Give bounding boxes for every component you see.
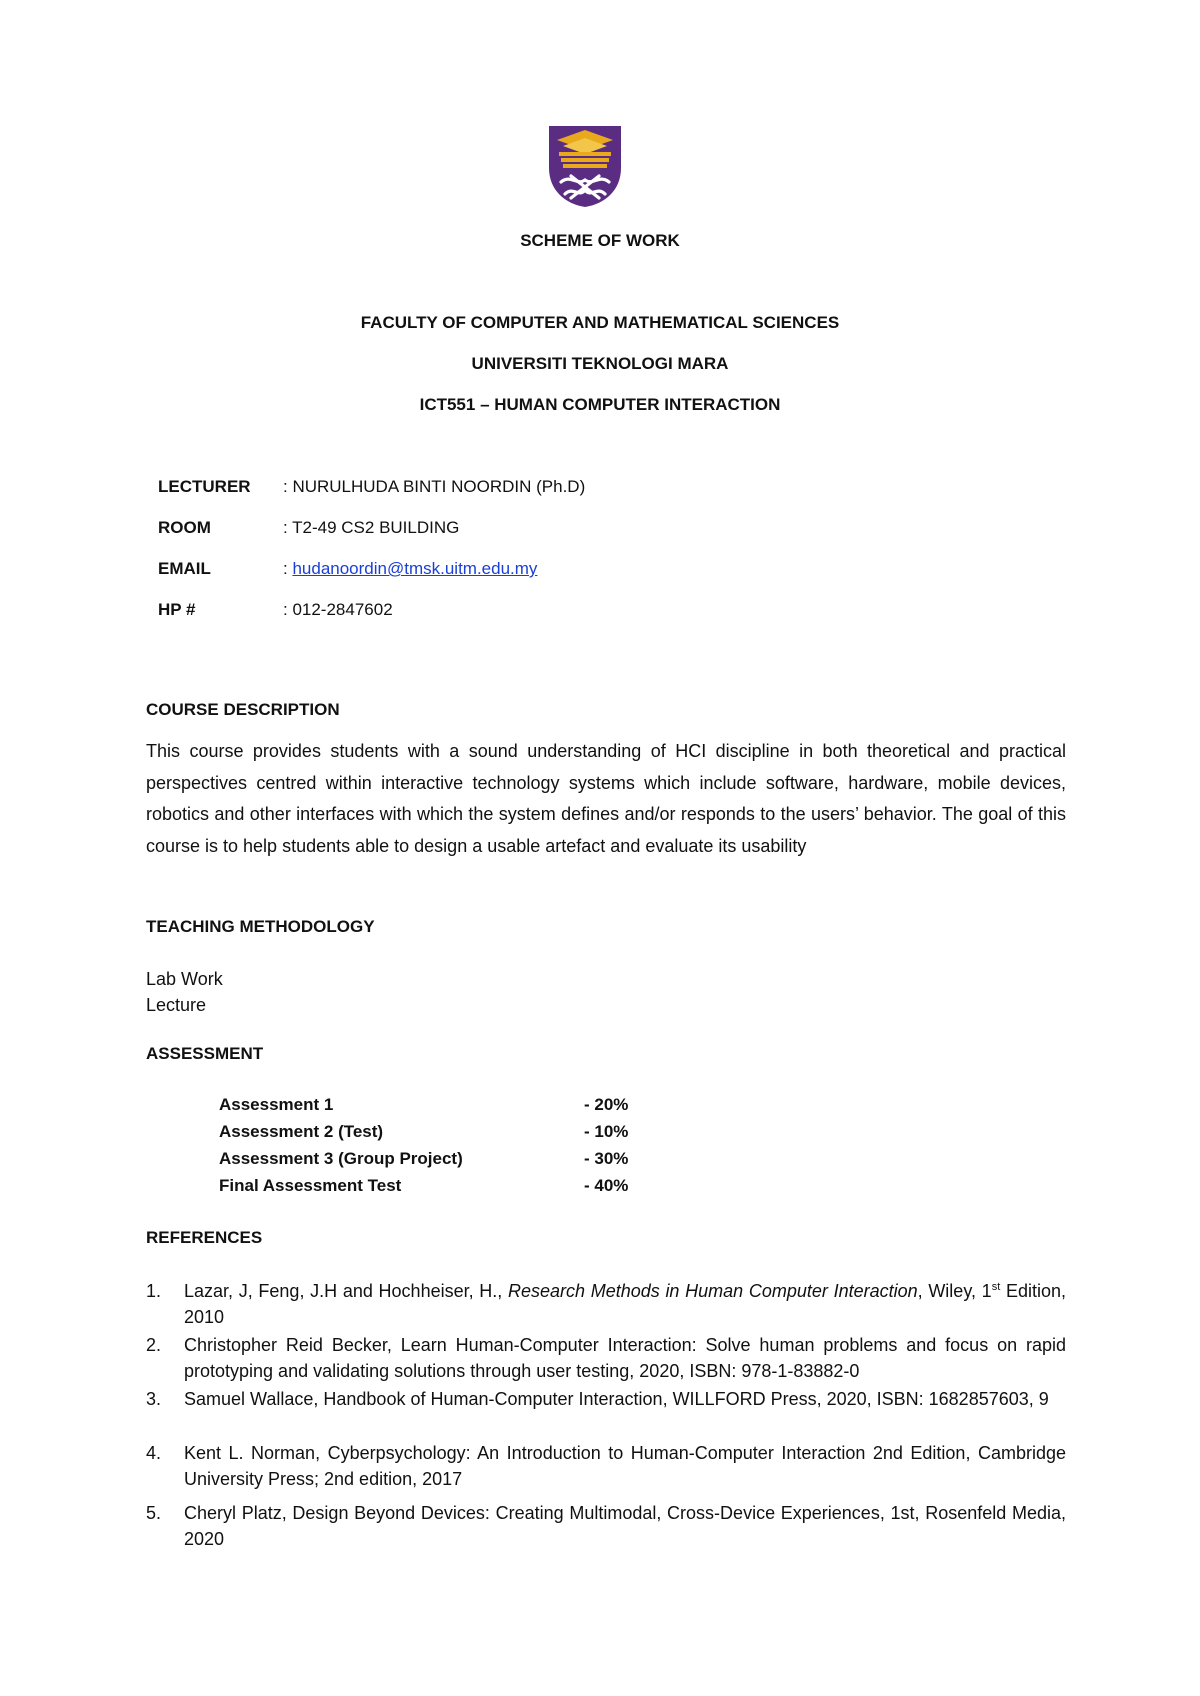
reference-text: Christopher Reid Becker, Learn Human-Computer Interaction: Solve human problems and focus on rapid prototyping and validating solutions through user testing, 2020, ISBN: 978-1-83882-0 xyxy=(184,1335,1066,1381)
reference-item xyxy=(146,1386,1066,1412)
assessment-name: Final Assessment Test xyxy=(219,1176,402,1195)
assessment-name: Assessment 3 (Group Project) xyxy=(219,1149,463,1168)
reference-text: Samuel Wallace, Handbook of Human-Computer Interaction, WILLFORD Press, 2020, ISBN: 1682857603, 9 xyxy=(184,1389,1049,1409)
phone-label: HP # xyxy=(158,600,196,619)
reference-item xyxy=(146,1332,1066,1384)
reference-book-title: Research Methods in Human Computer Interaction xyxy=(507,1281,918,1301)
reference-number: 5. xyxy=(146,1503,162,1523)
course-description-heading: COURSE DESCRIPTION xyxy=(146,700,340,719)
assessment-row xyxy=(219,1176,628,1196)
faculty-name: FACULTY OF COMPUTER AND MATHEMATICAL SCIENCES xyxy=(360,313,840,332)
email-row xyxy=(158,559,537,579)
reference-text: Cheryl Platz, Design Beyond Devices: Creating Multimodal, Cross-Device Experiences, 1st, Rosenfeld Media, 2020 xyxy=(184,1503,1066,1549)
room-row xyxy=(158,518,459,538)
method-item: Lab Work xyxy=(146,969,223,989)
email-prefix: : xyxy=(283,559,293,578)
doc-title: SCHEME OF WORK xyxy=(520,231,680,250)
assessment-heading: ASSESSMENT xyxy=(146,1044,264,1063)
phone-row xyxy=(158,600,393,620)
course-description-text: This course provides students with a sound understanding of HCI discipline in both theoretical and practical perspectives centred within interactive technology systems which include software, hardware, mobile devices, robotics and other interfaces with which the system defines and/or responds to the users’ behavior. The goal of this course is to help students able to design a usable artefact and evaluate its usability xyxy=(146,741,1066,856)
reference-number: 4. xyxy=(146,1443,162,1463)
university-name: UNIVERSITI TEKNOLOGI MARA xyxy=(471,354,729,373)
assessment-row xyxy=(219,1122,628,1142)
method-item: Lecture xyxy=(146,995,207,1015)
reference-number: 2. xyxy=(146,1335,162,1355)
room-value: : T2-49 CS2 BUILDING xyxy=(283,518,460,537)
reference-item xyxy=(146,1440,1066,1492)
reference-text: Lazar, J, Feng, J.H and Hochheiser, H., Research Methods in Human Computer Interaction, Wiley, 1st Edition, 2010 xyxy=(184,1281,1066,1327)
email-link[interactable]: hudanoordin@tmsk.uitm.edu.my xyxy=(292,559,538,578)
teaching-methodology-heading: TEACHING METHODOLOGY xyxy=(146,917,375,936)
reference-item xyxy=(146,1500,1066,1552)
reference-item xyxy=(146,1278,1066,1330)
assessment-weight: - 40% xyxy=(584,1176,629,1195)
email-value-wrap xyxy=(283,559,537,579)
lecturer-row xyxy=(158,477,585,497)
assessment-row xyxy=(219,1149,628,1169)
phone-value: : 012-2847602 xyxy=(283,600,393,619)
room-label: ROOM xyxy=(158,518,211,537)
course-title: ICT551 – HUMAN COMPUTER INTERACTION xyxy=(419,395,781,414)
assessment-row xyxy=(219,1095,628,1115)
uitm-crest-icon xyxy=(547,124,623,208)
assessment-name: Assessment 1 xyxy=(219,1095,334,1114)
assessment-name: Assessment 2 (Test) xyxy=(219,1122,384,1141)
reference-text: Kent L. Norman, Cyberpsychology: An Introduction to Human-Computer Interaction 2nd Edition, Cambridge University Press; 2nd edition, 2017 xyxy=(184,1443,1066,1489)
assessment-weight: - 30% xyxy=(584,1149,629,1168)
email-label: EMAIL xyxy=(158,559,211,578)
lecturer-label: LECTURER xyxy=(158,477,251,496)
assessment-weight: - 20% xyxy=(584,1095,629,1114)
references-heading: REFERENCES xyxy=(146,1228,263,1247)
lecturer-value: : NURULHUDA BINTI NOORDIN (Ph.D) xyxy=(283,477,586,496)
reference-number: 3. xyxy=(146,1389,162,1409)
reference-number: 1. xyxy=(146,1281,162,1301)
assessment-weight: - 10% xyxy=(584,1122,629,1141)
